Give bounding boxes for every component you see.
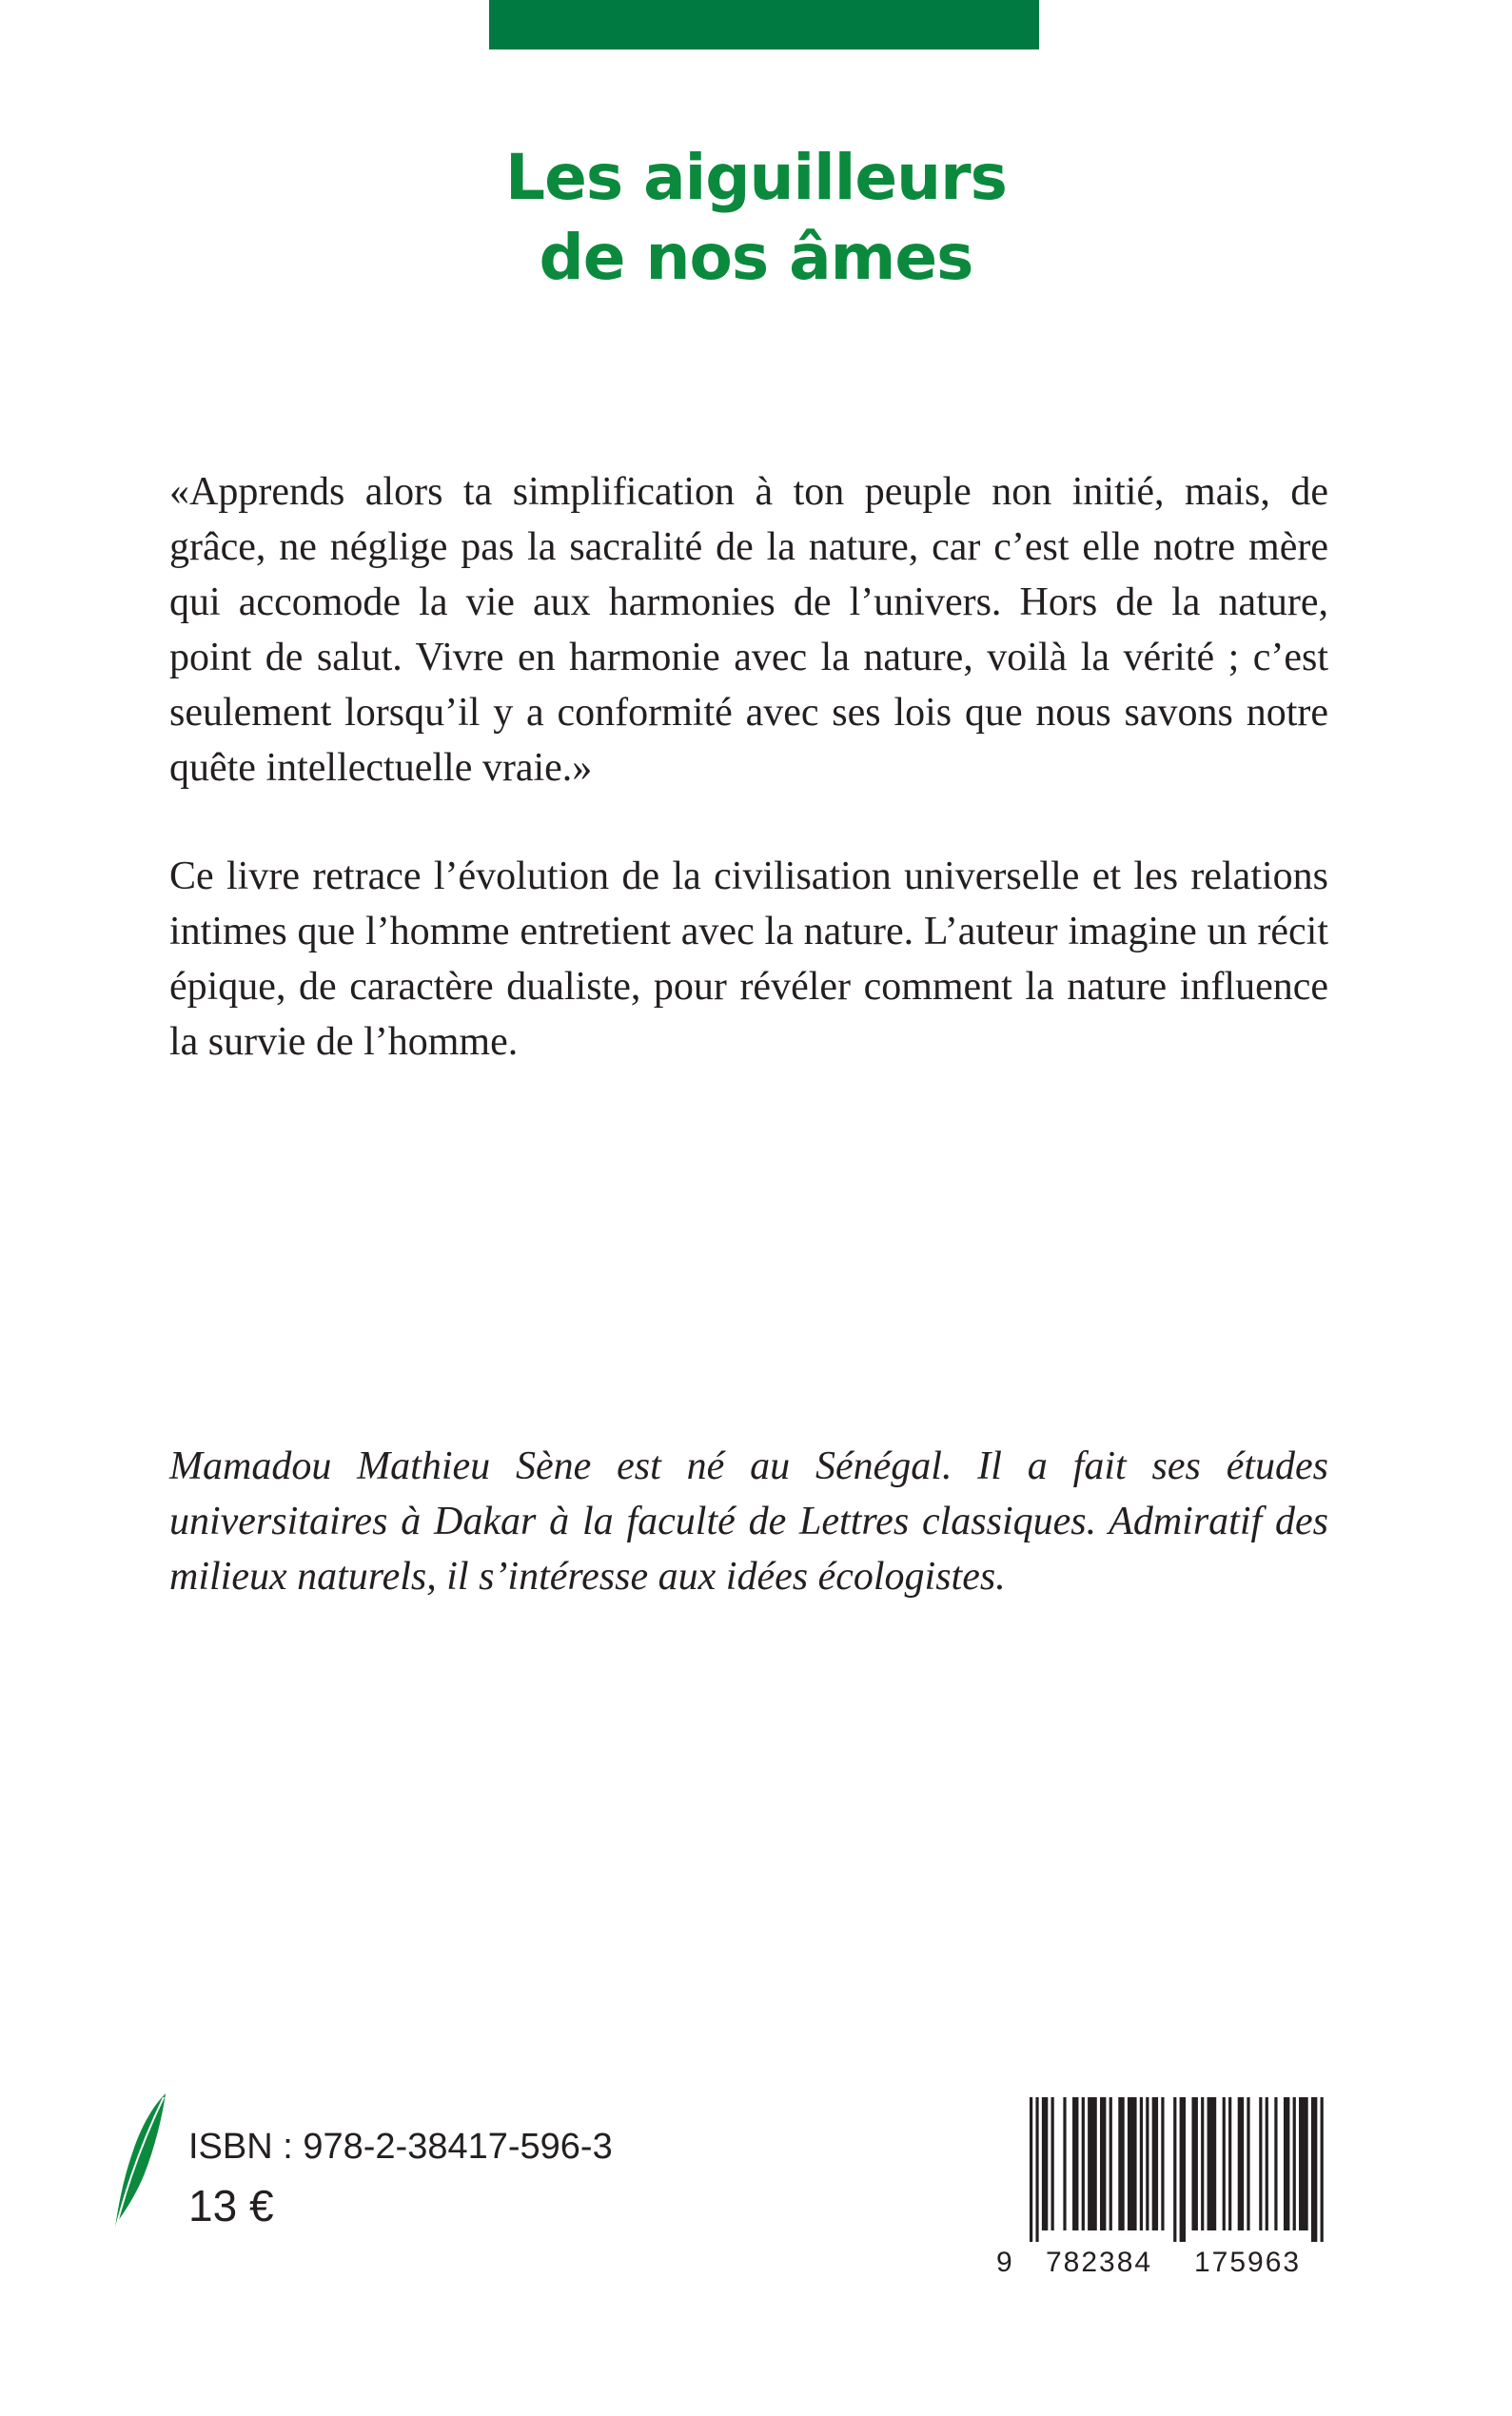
barcode-bar xyxy=(1247,2097,1249,2230)
barcode-bar xyxy=(1180,2097,1186,2242)
barcode-bar xyxy=(1118,2097,1124,2230)
barcode-bar xyxy=(1201,2097,1204,2230)
quote-text: «Apprends alors ta simplification à ton peuple non initié, mais, de grâce, ne néglige pas la sacralité de la nature, car c’est elle notre mère qui accomode la vie aux harmonies de l’univers. Hors de la nature, point de salut. Vivre en harmonie avec la nature, voilà la vérité ; c’est seulement lorsqu’il y a conformité avec ses lois que nous savons notre quête intellectuelle vraie.» xyxy=(169,470,1328,790)
barcode-bar xyxy=(1191,2097,1197,2230)
description-text: Ce livre retrace l’évolution de la civilisation universelle et les relations intimes que l’homme entretient avec la nature. L’auteur imagine un récit épique, de caractère dualiste, pour révéler comment la nature influence la survie de l’homme. xyxy=(169,854,1328,1064)
book-title xyxy=(0,138,1512,298)
barcode-bar xyxy=(1051,2097,1054,2230)
barcode-bar xyxy=(1030,2097,1032,2242)
feather-icon xyxy=(110,2092,167,2236)
barcode-bar xyxy=(1173,2097,1176,2242)
barcode-bar xyxy=(1223,2097,1226,2230)
barcode-bar xyxy=(1109,2097,1112,2230)
barcode-bar xyxy=(1042,2097,1048,2230)
author-bio xyxy=(169,1439,1328,1604)
barcode-bar xyxy=(1063,2097,1066,2230)
barcode-bar xyxy=(1299,2097,1308,2230)
barcode-bar xyxy=(1208,2097,1217,2230)
barcode-bar xyxy=(1238,2097,1244,2230)
barcode-left-group: 782384 xyxy=(1046,2247,1153,2278)
barcode-bar xyxy=(1152,2097,1158,2230)
barcode-first-digit: 9 xyxy=(996,2247,1012,2278)
barcode-bar xyxy=(1128,2097,1137,2230)
barcode-bar xyxy=(1035,2097,1038,2242)
price-label: 13 € xyxy=(188,2181,274,2230)
barcode-bar xyxy=(1266,2097,1268,2230)
book-description xyxy=(169,849,1328,1070)
barcode-bars xyxy=(1030,2097,1326,2242)
barcode-bar xyxy=(1088,2097,1097,2230)
barcode-bar xyxy=(1311,2097,1317,2242)
barcode-bar xyxy=(1161,2097,1164,2230)
barcode-bar xyxy=(1100,2097,1106,2230)
isbn-label: ISBN : 978-2-38417-596-3 xyxy=(188,2127,613,2167)
author-bio-text: Mamadou Mathieu Sène est né au Sénégal. Il a fait ses études universitaires à Dakar à la faculté de Lettres classiques. Admiratif des milieux naturels, il s’intéresse aux idées écologistes. xyxy=(169,1444,1328,1599)
barcode-bar xyxy=(1274,2097,1277,2230)
barcode-bar xyxy=(1293,2097,1296,2230)
title-line-1: Les aiguilleurs xyxy=(505,141,1007,214)
barcode-bar xyxy=(1259,2097,1262,2230)
barcode-right-group: 175963 xyxy=(1194,2247,1302,2278)
barcode-bar xyxy=(1072,2097,1078,2230)
barcode-bar xyxy=(1228,2097,1231,2230)
barcode-bar xyxy=(1321,2097,1324,2242)
barcode-bar xyxy=(1082,2097,1085,2230)
barcode xyxy=(996,2097,1329,2288)
excerpt-quote xyxy=(169,464,1328,796)
title-line-2: de nos âmes xyxy=(539,221,973,294)
top-color-band xyxy=(489,0,1039,49)
barcode-bar xyxy=(1146,2097,1149,2230)
barcode-bar xyxy=(1140,2097,1143,2230)
barcode-bar xyxy=(1284,2097,1289,2230)
